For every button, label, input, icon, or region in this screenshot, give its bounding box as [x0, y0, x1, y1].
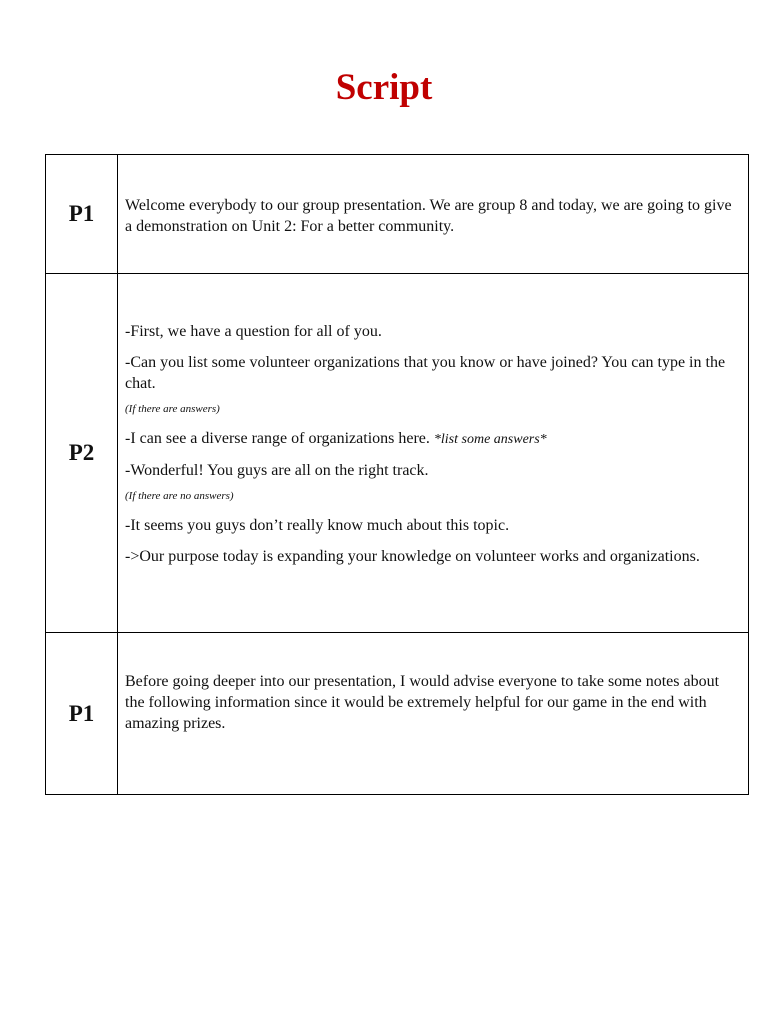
table-row [46, 274, 749, 633]
script-text-cell [118, 274, 749, 633]
script-line: -First, we have a question for all of you. [125, 323, 382, 340]
script-table [45, 154, 749, 795]
speaker-label: P1 [46, 633, 118, 795]
script-line: -Wonderful! You guys are all on the right track. [125, 462, 429, 479]
speaker-label: P2 [46, 274, 118, 633]
script-line: Welcome everybody to our group presentation. We are group 8 and today, we are going to give a demonstration on Unit 2: For a better community. [125, 197, 732, 235]
script-line-text: -I can see a diverse range of organizations here. [125, 430, 430, 447]
stage-direction-note: (If there are answers) [125, 403, 220, 415]
speaker-label: P1 [46, 155, 118, 274]
script-text-cell [118, 633, 749, 795]
stage-direction-note: (If there are no answers) [125, 490, 234, 502]
stage-direction-inline: *list some answers* [433, 432, 547, 447]
table-row [46, 155, 749, 274]
script-line: -Can you list some volunteer organizations that you know or have joined? You can type in the chat. [125, 354, 726, 392]
script-line [125, 428, 742, 450]
table-row [46, 633, 749, 795]
page-title: Script [335, 67, 433, 108]
script-text-cell [118, 155, 749, 274]
script-line: -It seems you guys don’t really know much about this topic. [125, 517, 510, 534]
script-line: ->Our purpose today is expanding your knowledge on volunteer works and organizations. [125, 548, 700, 565]
script-line: Before going deeper into our presentation, I would advise everyone to take some notes about the following information since it would be extremely helpful for our game in the end with amazing prizes. [125, 673, 720, 732]
